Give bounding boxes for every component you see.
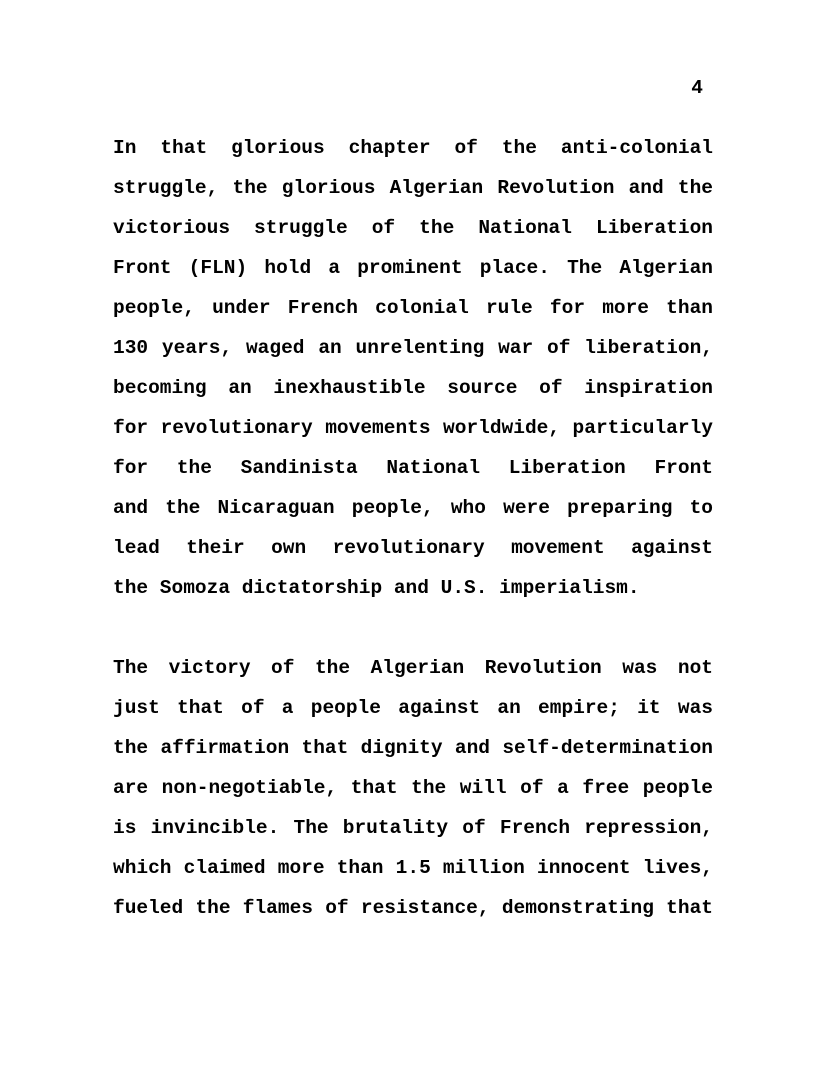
text-line: for the Sandinista National Liberation Front (113, 457, 713, 479)
page-number: 4 (691, 77, 703, 99)
paragraph-2 (113, 648, 713, 928)
paragraph-1 (113, 128, 713, 608)
text-line: which claimed more than 1.5 million innocent lives, (113, 857, 713, 879)
text-line: lead their own revolutionary movement against (113, 537, 713, 559)
text-line: Front (FLN) hold a prominent place. The Algerian (113, 257, 713, 279)
text-line: the Somoza dictatorship and U.S. imperialism. (113, 577, 640, 599)
text-line: struggle, the glorious Algerian Revolution and the (113, 177, 713, 199)
text-line: 130 years, waged an unrelenting war of liberation, (113, 337, 713, 359)
text-line: becoming an inexhaustible source of inspiration (113, 377, 713, 399)
text-line: is invincible. The brutality of French repression, (113, 817, 713, 839)
text-line: and the Nicaraguan people, who were preparing to (113, 497, 713, 519)
text-line: In that glorious chapter of the anti-colonial (113, 137, 713, 159)
text-line: victorious struggle of the National Liberation (113, 217, 713, 239)
text-line: are non-negotiable, that the will of a free people (113, 777, 713, 799)
text-line: just that of a people against an empire; it was (113, 697, 713, 719)
text-line: for revolutionary movements worldwide, particularly (113, 417, 713, 439)
text-line: fueled the flames of resistance, demonstrating that (113, 897, 713, 919)
text-line: The victory of the Algerian Revolution was not (113, 657, 713, 679)
text-line: people, under French colonial rule for more than (113, 297, 713, 319)
text-line: the affirmation that dignity and self-determination (113, 737, 713, 759)
